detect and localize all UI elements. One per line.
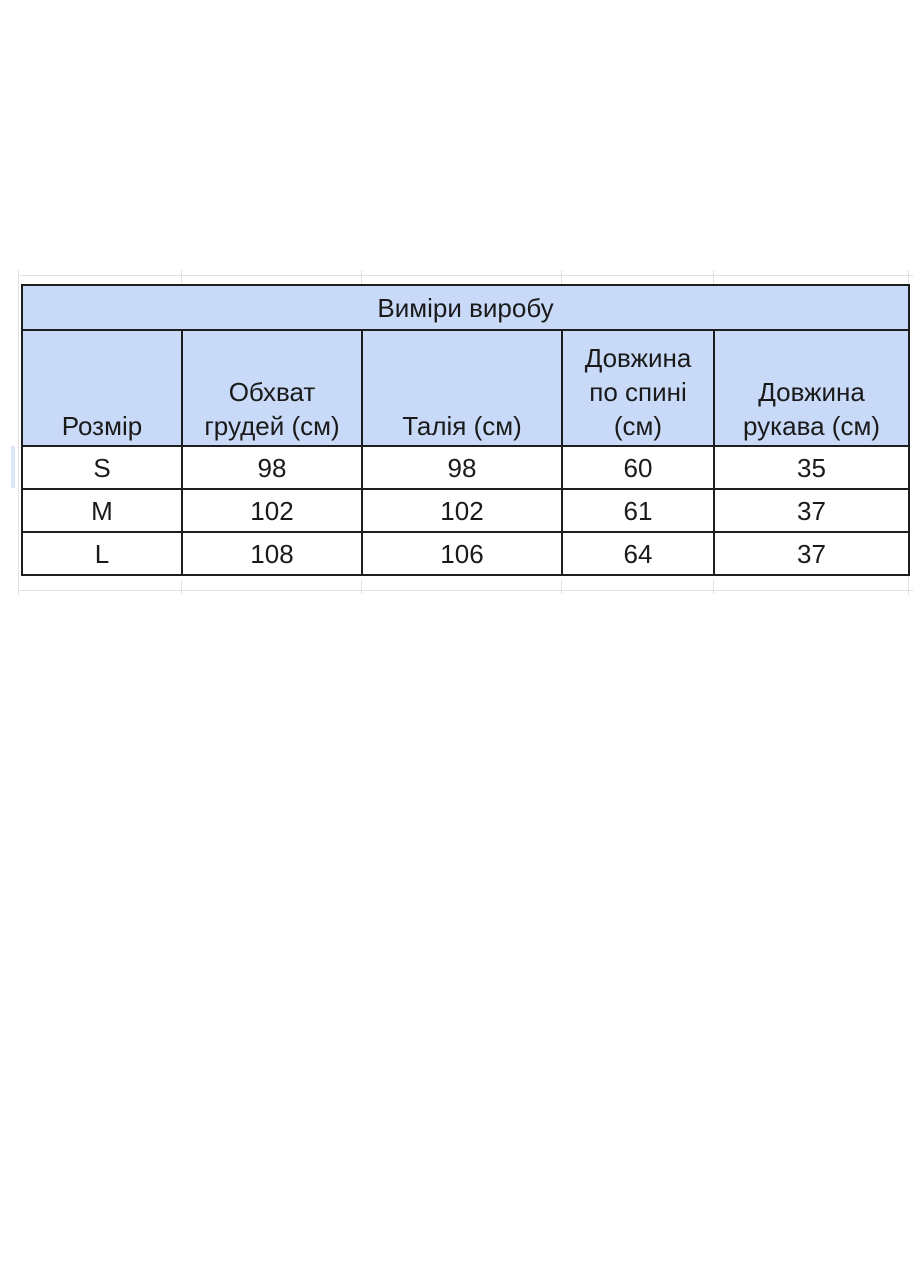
cell-waist[interactable]: 98 <box>362 446 562 489</box>
row-selection-marker <box>11 446 15 488</box>
gridline-col-2 <box>181 270 182 284</box>
cell-back-length[interactable]: 60 <box>562 446 714 489</box>
cell-chest[interactable]: 108 <box>182 532 362 575</box>
cell-size[interactable]: M <box>22 489 182 532</box>
header-back-length[interactable]: Довжина по спині (см) <box>562 330 714 446</box>
gridline-left <box>18 270 19 595</box>
title-row <box>22 285 909 330</box>
gridline-col-2-below <box>181 580 182 594</box>
gridline-col-3-below <box>361 580 362 594</box>
table-row <box>22 532 909 575</box>
header-chest[interactable]: Обхват грудей (см) <box>182 330 362 446</box>
cell-sleeve-length[interactable]: 35 <box>714 446 909 489</box>
cell-size[interactable]: S <box>22 446 182 489</box>
header-sleeve-length[interactable]: Довжина рукава (см) <box>714 330 909 446</box>
cell-size[interactable]: L <box>22 532 182 575</box>
table-title[interactable]: Виміри виробу <box>22 285 909 330</box>
gridline-bottom <box>18 590 913 591</box>
gridline-col-4 <box>561 270 562 284</box>
gridline-top <box>18 275 913 276</box>
table-row <box>22 489 909 532</box>
header-size[interactable]: Розмір <box>22 330 182 446</box>
header-row <box>22 330 909 446</box>
table-row <box>22 446 909 489</box>
cell-back-length[interactable]: 61 <box>562 489 714 532</box>
header-waist[interactable]: Талія (см) <box>362 330 562 446</box>
gridline-col-4-below <box>561 580 562 594</box>
cell-chest[interactable]: 102 <box>182 489 362 532</box>
cell-waist[interactable]: 106 <box>362 532 562 575</box>
cell-chest[interactable]: 98 <box>182 446 362 489</box>
cell-waist[interactable]: 102 <box>362 489 562 532</box>
cell-sleeve-length[interactable]: 37 <box>714 532 909 575</box>
gridline-col-3 <box>361 270 362 284</box>
gridline-col-5 <box>713 270 714 284</box>
size-chart-table <box>21 284 910 576</box>
cell-back-length[interactable]: 64 <box>562 532 714 575</box>
cell-sleeve-length[interactable]: 37 <box>714 489 909 532</box>
gridline-col-5-below <box>713 580 714 594</box>
